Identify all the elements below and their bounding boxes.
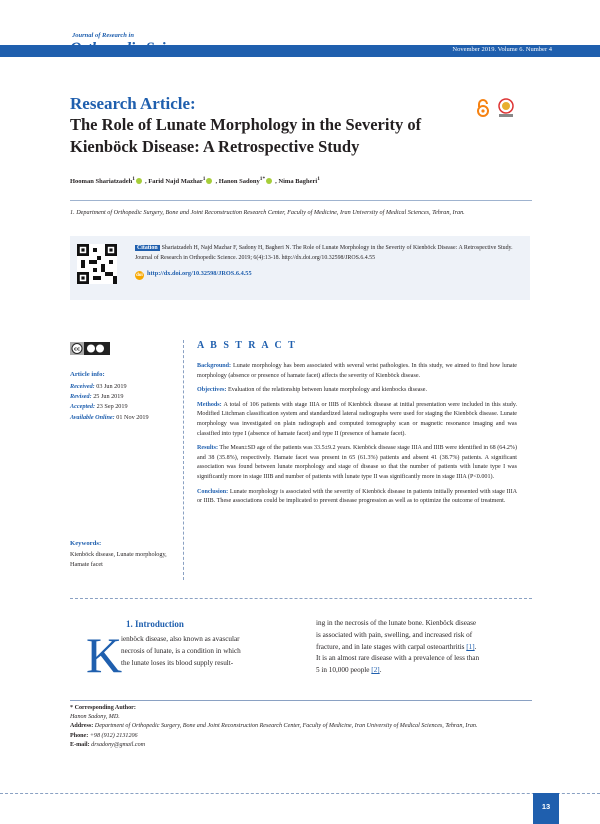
column-divider (183, 340, 184, 580)
abstract-heading: A B S T R A C T (197, 340, 297, 351)
introduction-heading: 1. Introduction (126, 619, 184, 629)
abstract-results: Results: The Mean±SD age of the patients was 33.5±9.2 years. Kienböck disease stage IIIA and IIIB were identified in 68 (64.2%) and 38 (35.8%), respectively. Hamate facet was present in 65 (61.3%) patients and absent 41 (38.7%) patients. A significant association was found between lunate morphology and stage of disease so that the number of patients with lunate type I was significantly more in stage IIIB and number of patients with lunate type II was significantly more in stage IIIA (P<0.001). (197, 445, 517, 480)
author-name: Hooman Shariatzadeh (70, 178, 133, 186)
journal-prefix: Journal of Research in (72, 32, 134, 39)
page-number: 13 (541, 802, 551, 811)
abstract-conclusion: Conclusion: Lunate morphology is associated with the severity of Kienböck disease in patients initially presented with stage IIIA or IIIB. These associations could be implicated to prevent disease progression as well as to optimize the outcome of treatment. (197, 488, 518, 505)
citation-label: Citation (137, 245, 158, 251)
orcid-icon (136, 178, 142, 184)
doi-link[interactable]: doi http://dx.doi.org/10.32598/JROS.6.4.55 (136, 270, 252, 278)
issue-info: November 2019. Volume 6. Number 4 (452, 46, 552, 53)
keywords-heading: Keywords: (70, 540, 102, 547)
abstract-methods: Methods: A total of 106 patients with stage IIIA or IIIB of Kienböck disease at initial presentation were included in this study. Modified Litchman classification system and standardized lateral radiographs were used for staging the Kienböck disease. Lunate morphology was investigated on plain radiograph and computed tomography scan or magnetic resonance imaging and was classified into type I (absence of hamate facet) and type II (presence of hamate facet). (197, 401, 517, 437)
open-access-icon (476, 99, 490, 117)
affiliation: 1. Department of Orthopedic Surgery, Bone and Joint Reconstruction Research Center, Faculty of Medicine, Iran University of Medical Sciences, Tehran, Iran. (70, 209, 465, 216)
author-name: Hanon Sadony (218, 178, 260, 186)
footnote-divider (70, 700, 532, 701)
received-date: 03 Jun 2019 (96, 383, 127, 390)
online-date: 01 Nov 2019 (116, 413, 149, 421)
qr-code-icon (77, 244, 117, 284)
citation-text: Citation Shariatzadeh H, Najd Mazhar F, Sadony H, Bagheri N. The Role of Lunate Morphology in the Severity of Kienböck Disease: A Retrospective Study. Journal of Research in Orthopedic Science. 2019; 6(4):13-18. http://dx.doi.org/10.32598/JROS.6.4.55 (135, 245, 513, 261)
crossmark-icon[interactable] (497, 98, 515, 118)
article-info-heading: Article info: (70, 371, 105, 378)
orcid-icon (206, 178, 212, 184)
author-list: Hooman Shariatzadeh$^1$ , Farid Najd Mazhar$^1$ , Hanon Sadony$^{1*}$ , Nima Bagheri$^1$ (70, 176, 320, 186)
abstract-body (197, 362, 517, 512)
article-info: Received: 03 Jun 2019 Revised: 25 Jun 2019 Accepted: 23 Sep 2019 Available Online: 01 Nov 2019 (70, 383, 149, 421)
svg-text:cc: cc (74, 346, 80, 353)
reference-link[interactable]: [1] (466, 642, 475, 651)
intro-column-2: ing in the necrosis of the lunate bone. Kienböck disease is associated with pain, swelling, and increased risk of fracture, and in late stages with carpal osteoarthritis [1]. It is an almost rare disease with a prevalence of less than 5 in 10,000 people [2]. (316, 619, 480, 675)
reference-link[interactable]: [2] (371, 666, 380, 675)
article-title: The Role of Lunate Morphology in the Severity of Kienböck Disease: A Retrospective Study (70, 115, 422, 156)
accepted-date: 23 Sep 2019 (96, 403, 128, 411)
author-name: Farid Najd Mazhar (148, 178, 203, 186)
keywords: Kienböck disease, Lunate morphology, Hamate facet (70, 551, 167, 568)
orcid-icon (266, 178, 272, 184)
abstract-background: Background: Lunate morphology has been associated with several wrist pathologies. In this study, we aimed to find how lunate morphology (absence or presence of hamate facet) affects the severity of Kienböck disease. (197, 363, 517, 379)
drop-cap: K (86, 627, 123, 683)
intro-column-1: ienböck disease, also known as avascular necrosis of lunate, is a condition in which the lunate loses its blood supply result- (121, 635, 241, 667)
divider (70, 200, 532, 201)
doi-icon: doi (136, 273, 143, 278)
footer-divider (0, 793, 600, 794)
revised-date: 25 Jun 2019 (93, 393, 124, 401)
abstract-objectives: Objectives: Evaluation of the relationship between lunate morphology and kienbocks disease. (197, 387, 427, 394)
article-type: Research Article: (70, 94, 196, 113)
section-divider (70, 598, 532, 599)
cc-license-icon (70, 342, 110, 355)
corresponding-author: * Corresponding Author: Hanon Sadony, MD. Address: Department of Orthopedic Surgery, Bone and Joint Reconstruction Research Center, Faculty of Medicine, Iran University of Medical Sciences, Tehran, Iran. Phone: +98 (912) 2131206 E-mail: drsadony@gmail.com (70, 705, 478, 748)
author-name: Nima Bagheri (278, 178, 318, 186)
